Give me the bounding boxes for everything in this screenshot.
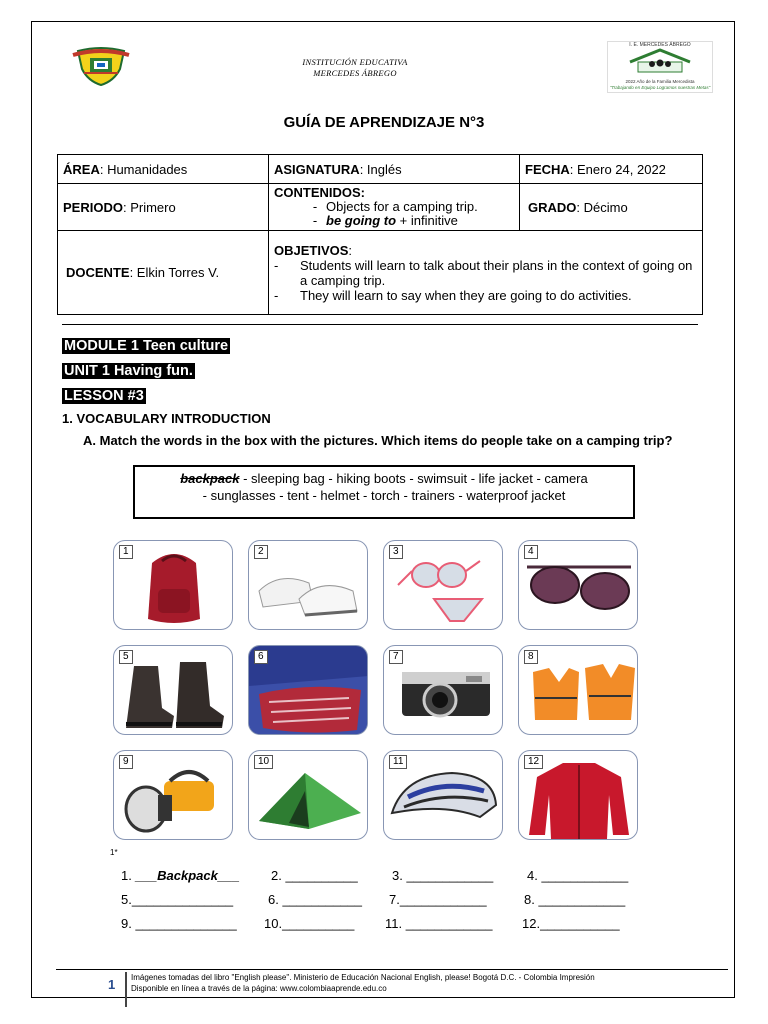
periodo-value: : Primero [122, 199, 176, 215]
answer-5[interactable]: 5.______________ [121, 892, 234, 907]
fecha-cell [520, 155, 703, 184]
unit-text: UNIT 1 Having fun. [64, 363, 193, 379]
asignatura-label: ASIGNATURA [274, 161, 360, 177]
picture-number: 10 [254, 755, 273, 769]
picture-1 [113, 540, 233, 630]
picture-number: 1 [119, 545, 133, 559]
docente-label: DOCENTE [66, 265, 130, 280]
contenido-item-2: - be going to + infinitive [312, 213, 458, 228]
objetivos-cell: OBJETIVOS: - Students will learn to talk about their plans in the context of going on a camping trip. - They will learn to say when they are going to do activities. [269, 231, 703, 315]
answer-4[interactable]: 4. ____________ [527, 868, 629, 883]
institution-line-2: MERCEDES ÁBREGO [313, 68, 397, 78]
info-table [57, 154, 703, 315]
word-box-line-1 [135, 470, 633, 487]
contenido-2-rest: + infinitive [396, 213, 458, 228]
objetivos-label: OBJETIVOS [274, 242, 349, 258]
word-backpack-crossed: backpack [180, 471, 240, 486]
footer-divider [125, 972, 127, 1007]
lesson-heading [62, 387, 146, 405]
area-value: : Humanidades [99, 161, 188, 177]
lesson-text: LESSON #3 [64, 388, 144, 404]
picture-7 [383, 645, 503, 735]
picture-number: 11 [389, 755, 407, 769]
answer-7[interactable]: 7.____________ [389, 892, 487, 907]
periodo-label: PERIODO [63, 199, 123, 215]
picture-2 [248, 540, 368, 630]
instruction-text: A. Match the words in the box with the pictures. Which items do people take on a camping trip? [83, 433, 673, 448]
fecha-label: FECHA [525, 161, 570, 177]
answer-6[interactable]: 6. ___________ [268, 892, 362, 907]
grado-label: GRADO [528, 199, 577, 215]
answer-1 [121, 868, 240, 883]
fecha-value: : Enero 24, 2022 [569, 161, 666, 177]
answer-12[interactable]: 12.___________ [522, 916, 620, 931]
stray-mark: 1* [110, 848, 118, 857]
word-box [133, 465, 635, 519]
picture-5 [113, 645, 233, 735]
answer-10[interactable]: 10.__________ [264, 916, 355, 931]
section-heading: 1. VOCABULARY INTRODUCTION [62, 411, 271, 426]
objetivo-1-text: Students will learn to talk about their plans in the context of going on a camping trip. [300, 257, 693, 288]
asignatura-cell [269, 155, 520, 184]
contenidos-cell [269, 184, 520, 231]
asignatura-value: : Inglés [359, 161, 402, 177]
exercise-instruction [83, 433, 683, 448]
family-year-logo [607, 41, 713, 93]
answer-8[interactable]: 8. ____________ [524, 892, 626, 907]
answer-11[interactable]: 11. ____________ [385, 916, 493, 931]
right-logo-top: I. E. MERCEDES ÁBREGO [629, 42, 691, 48]
module-heading [62, 337, 230, 355]
picture-11 [383, 750, 503, 840]
picture-3 [383, 540, 503, 630]
picture-8 [518, 645, 638, 735]
objetivo-item-1: - Students will learn to talk about their plans in the context of going on a camping trip. [274, 258, 697, 288]
picture-number: 8 [524, 650, 538, 664]
area-cell [58, 155, 269, 184]
institution-line-1: INSTITUCIÓN EDUCATIVA [302, 57, 408, 67]
grado-value: : Décimo [576, 199, 628, 215]
house-family-icon [608, 48, 712, 74]
right-logo-motto: "Trabajando en Equipo Logramos nuestras Metas" [609, 85, 711, 90]
footer-note [131, 972, 731, 994]
answer-3[interactable]: 3. ____________ [392, 868, 494, 883]
objetivo-2-text: They will learn to say when they are going to do activities. [300, 287, 632, 303]
unit-heading [62, 362, 195, 380]
answer-2[interactable]: 2. __________ [271, 868, 358, 883]
contenido-item-1: - Objects for a camping trip. [312, 199, 478, 214]
docente-cell [58, 231, 269, 315]
module-text: MODULE 1 Teen culture [64, 338, 229, 354]
picture-10 [248, 750, 368, 840]
contenido-1-text: Objects for a camping trip. [326, 199, 478, 214]
picture-number: 5 [119, 650, 133, 664]
separator-line [62, 324, 698, 325]
school-crest-logo [70, 45, 132, 87]
picture-6 [248, 645, 368, 735]
picture-number: 7 [389, 650, 403, 664]
page-number: 1 [108, 977, 116, 992]
contenido-2-bold: be going to [326, 213, 397, 228]
picture-4 [518, 540, 638, 630]
footer-line-1: Imágenes tomadas del libro "English please". Ministerio de Educación Nacional English, please! Bogotá D.C. - Colombia Impresión [131, 973, 595, 982]
picture-number: 6 [254, 650, 268, 664]
picture-number: 2 [254, 545, 268, 559]
institution-name [250, 57, 460, 79]
footer-line [56, 969, 728, 970]
answer-9[interactable]: 9. ______________ [121, 916, 237, 931]
answer-1-value: ___Backpack___ [135, 868, 240, 883]
objetivo-item-2: - They will learn to say when they are going to do activities. [274, 287, 632, 303]
guide-title: GUÍA DE APRENDIZAJE N°3 [283, 114, 485, 131]
footer-line-2: Disponible en línea a través de la página: www.colombiaaprende.edu.co [131, 984, 387, 993]
picture-9 [113, 750, 233, 840]
word-box-line-1-rest: - sleeping bag - hiking boots - swimsuit - life jacket - camera [239, 471, 588, 486]
area-label: ÁREA [63, 161, 100, 177]
picture-grid [113, 540, 638, 840]
grado-cell [520, 184, 703, 231]
contenidos-label: CONTENIDOS: [274, 185, 365, 200]
answer-1-number: 1. [121, 868, 132, 883]
picture-number: 12 [524, 755, 543, 769]
right-logo-year: 2022 Año de la Familia Mercedista [625, 79, 695, 84]
picture-number: 3 [389, 545, 403, 559]
docente-value: : Elkin Torres V. [129, 265, 220, 280]
picture-12 [518, 750, 638, 840]
picture-number: 9 [119, 755, 133, 769]
picture-number: 4 [524, 545, 538, 559]
periodo-cell [58, 184, 269, 231]
word-box-line-2: - sunglasses - tent - helmet - torch - trainers - waterproof jacket [202, 488, 566, 503]
